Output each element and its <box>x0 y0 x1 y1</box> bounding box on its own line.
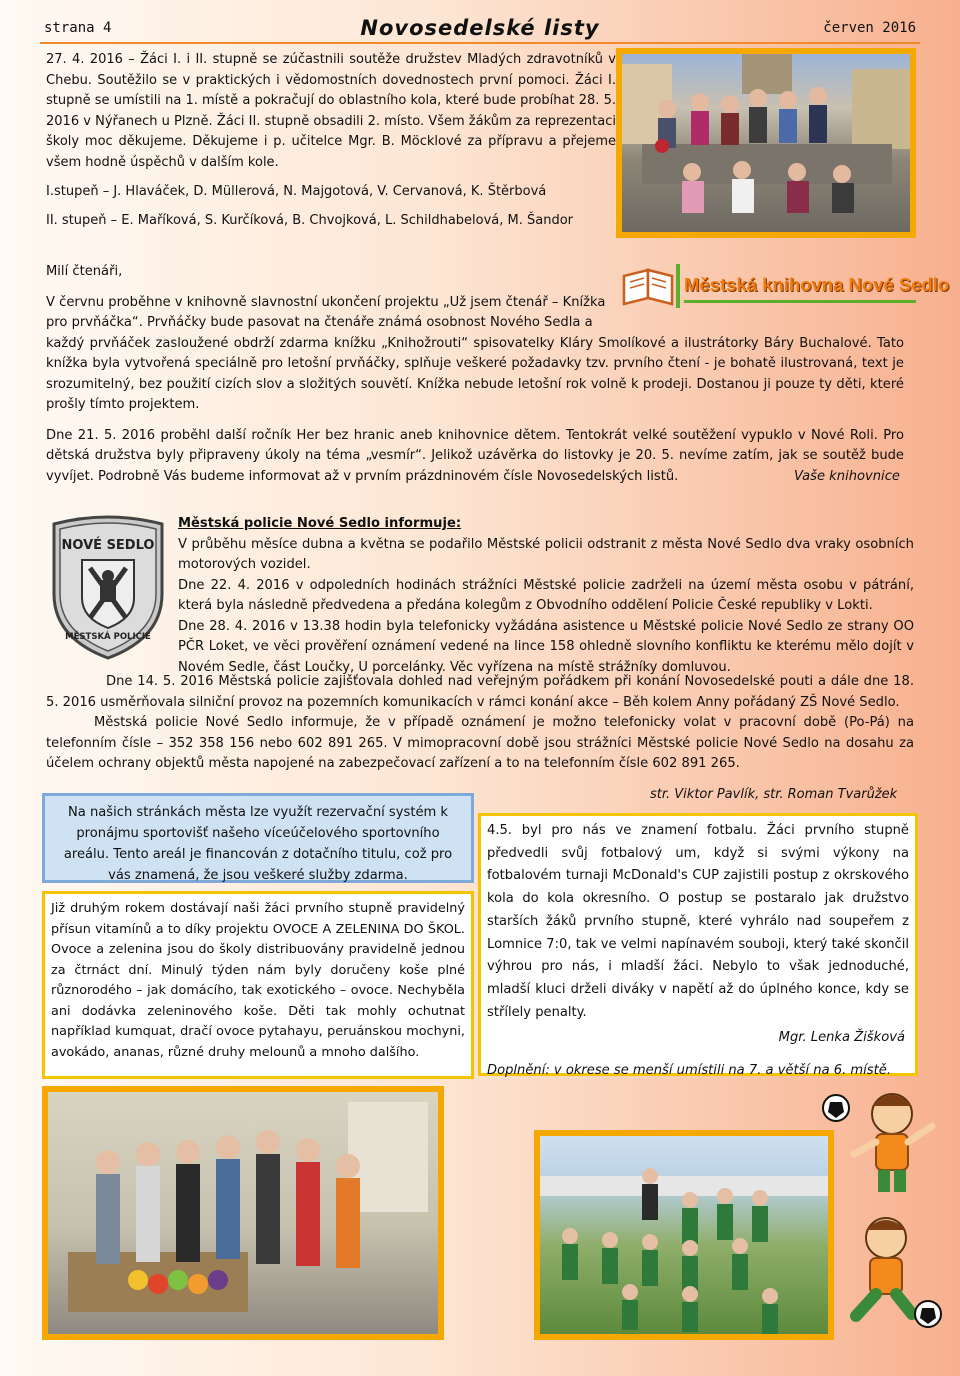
fotbal-box <box>478 813 918 1076</box>
knihovna-greeting: Milí čtenáři, <box>46 264 123 279</box>
knihovna-p1-line1: V červnu proběhne v knihovně slavnostní ukončení projektu „Už jsem čtenář – Knížka <box>46 294 606 310</box>
fotbal-photo-illustration <box>540 1136 828 1334</box>
zdravotnici-team-1: I.stupeň – J. Hlaváček, D. Müllerová, N. Majgotová, V. Cervanová, K. Štěrbová <box>46 184 547 199</box>
zdravotnici-team-2: II. stupeň – E. Maříková, S. Kurčíková, B. Chvojková, L. Schildhabelová, M. Šandor <box>46 212 574 228</box>
knihovna-signature: Vaše knihovnice <box>794 469 900 484</box>
ovoce-box <box>42 891 474 1079</box>
ovoce-class-photo <box>42 1086 444 1340</box>
page-header <box>40 16 920 44</box>
policie-p1: V průběhu měsíce dubna a května se podařilo Městské policii odstranit z města Nové Sedlo dva vraky osobních motorových vozidel. <box>178 536 914 572</box>
badge-top-text: NOVÉ SEDLO <box>61 538 155 553</box>
knihovna-p2: Dne 21. 5. 2016 proběhl další ročník Her bez hranic aneb knihovnice dětem. Tentokrát velké soutěžení vypuklo v Nové Roli. Pro dětská družstva byly připraveny úkoly na téma „vesmír“. Jelikož uzávěrka do listovky je 20. 5. nevíme zatím, jak se soutěž bude vyvíjet. Podrobně Vás budeme informovat až v prvním prázdninovém čísle Novosedelských listů. <box>46 427 904 484</box>
policie-p3: Dne 28. 4. 2016 v 13.38 hodin byla telefonicky vyžádána asistence u Městské policie Nové Sedlo ze strany OO PČR Loket, ve věci prověření oznámení vedené na lince 158 ohledně slovního konfliktu ke kterému mělo dojít v Novém Sedle, část Loučky, U porcelánky. Věc vyřízena na místě strážníky domluvou. <box>178 618 914 675</box>
policie-article-top <box>178 514 914 678</box>
newsletter-title: Novosedelské listy <box>360 16 600 40</box>
logo-divider <box>676 264 680 308</box>
football-player-icon <box>826 1210 952 1334</box>
sport-reservation-box <box>42 793 474 883</box>
cartoon-footballer-top <box>820 1084 950 1214</box>
fotbal-addendum: Doplnění: v okrese se menší umístili na 7. a větší na 6. místě. <box>487 1062 891 1078</box>
zdravotnici-photo-illustration <box>622 54 910 232</box>
policie-article-bottom <box>46 672 914 775</box>
policie-p4: Dne 14. 5. 2016 Městská policie zajišťovala dohled nad veřejným pořádkem při konání Novosedelské pouti a dále dne 18. 5. 2016 usměrňovala silniční provoz na pozemních komunikacích v rámci konání akce – Běh kolem Anny pořádaný ZŠ Nové Sedlo. <box>46 674 914 710</box>
zdravotnici-group-photo <box>616 48 916 238</box>
zdravotnici-article <box>46 50 616 231</box>
ovoce-text: Již druhým rokem dostávají naši žáci prvního stupně pravidelný přísun vitamínů a to díky projektu OVOCE A ZELENINA DO ŠKOL. Ovoce a zelenina jsou do školy distribuovány pravidelně jednou za čtrnáct dní. Minulý týden nám byly doručeny koše plné různorodého – jak domácího, tak exotického – ovoce. Nechyběla ani dodávka zeleninového koše. Děti tak mohly ochutnat například kumquat, dračí ovoce pytahayu, peruánskou mochyni, avokádo, ananas, různé druhy melounů a mnoho dalšího. <box>51 901 465 1060</box>
cartoon-footballer-bottom <box>826 1210 952 1334</box>
page-number: strana 4 <box>44 20 112 36</box>
knihovna-logo-text: Městská knihovna Nové Sedlo <box>684 274 950 295</box>
fotbal-text: 4.5. byl pro nás ve znamení fotbalu. Žáci prvního stupně předvedli svůj fotbalový um, když si svými výkony na fotbalovém turnaji McDonald's CUP zajistili postup z okrskového kola do kola okresního. O postup se postaralo jak družstvo starších žáků prvního stupně, které vyhrálo nad soupeřem z Lomnice 7:0, tak ve velmi napínavém souboji, který také skončil výhrou pro nás, i mladší žáci. Nebylo to však jednoduché, mladší kluci drželi diváky v napětí až do úplného konce, kdy se střílely penalty. <box>487 823 909 1020</box>
policie-p2: Dne 22. 4. 2016 v odpoledních hodinách strážníci Městské policie zadrželi na území města osobu v pátrání, která byla následně předvedena a předána kolegům z Obvodního oddělení Policie České republiky v Lokti. <box>178 577 914 613</box>
policie-heading: Městská policie Nové Sedlo informuje: <box>178 516 462 531</box>
football-player-icon <box>820 1084 950 1214</box>
zdravotnici-text: 27. 4. 2016 – Žáci I. i II. stupně se zúčastnili soutěže družstev Mladých zdravotníků v Chebu. Soutěžilo se v praktických i vědomostních dovednostech první pomoci. Žáci I. stupně se umístili na 1. místě a pokračují do oblastního kola, které bude probíhat 28. 5. 2016 v Nýřanech u Plzně. Žáci II. stupně obsadili 2. místo. Všem žákům za reprezentaci školy moc děkujeme. Děkujeme i p. učitelce Mgr. B. Möcklové za přípravu a přejeme všem hodně úspěchů v dalším kole. <box>46 52 616 170</box>
book-icon <box>620 266 680 306</box>
knihovna-p1-line2: pro prvňáčka“. Prvňáčky bude pasovat na čtenáře známá osobnost Nového Sedla a <box>46 315 593 330</box>
issue-date: červen 2016 <box>823 20 916 36</box>
policie-signature: str. Viktor Pavlík, str. Roman Tvarůžek <box>650 787 898 802</box>
logo-underline <box>684 300 916 303</box>
policie-p5: Městská policie Nové Sedlo informuje, že v případě oznámení je možno telefonicky volat v pracovní době (Po-Pá) na telefonním čísle – 352 358 156 nebo 602 891 265. V mimopracovní době jsou strážníci Městské policie Nové Sedlo na dosahu za účelem ochrany objektů města napojené na zabezpečovací zařízení a to na telefonním čísle 602 891 265. <box>46 715 914 771</box>
fotbal-signature: Mgr. Lenka Žišková <box>778 1030 905 1046</box>
police-badge <box>46 514 170 662</box>
knihovna-logo <box>620 264 950 310</box>
knihovna-p1-rest: každý prvňáček zasloužené obdrží zdarma knížku „Knihožrouti“ spisovatelky Kláry Smolíkové a ilustrátorky Báry Buchalové. Tato knížka byla vytvořená speciálně pro letošní prvňáčky, splňuje veškeré požadavky tzv. prvního čtení - je bohatě ilustrovaná, text je srozumitelný, bez použití cizích slov a složitých souvětí. Knížka nebude letošní rok volně k prodeji. Dostanou ji pouze ty děti, které prošly tímto projektem. <box>46 335 904 412</box>
badge-bottom-text: MĚSTSKÁ POLICIE <box>65 632 151 642</box>
ovoce-photo-illustration <box>48 1092 438 1334</box>
sport-reservation-text: Na našich stránkách města lze využít rezervační systém k pronájmu sportovišť našeho víceúčelového sportovního areálu. Tento areál je financován z dotačního titulu, což pro vás znamená, že jsou veškeré služby zdarma. <box>63 805 453 883</box>
fotbal-team-photo <box>534 1130 834 1340</box>
